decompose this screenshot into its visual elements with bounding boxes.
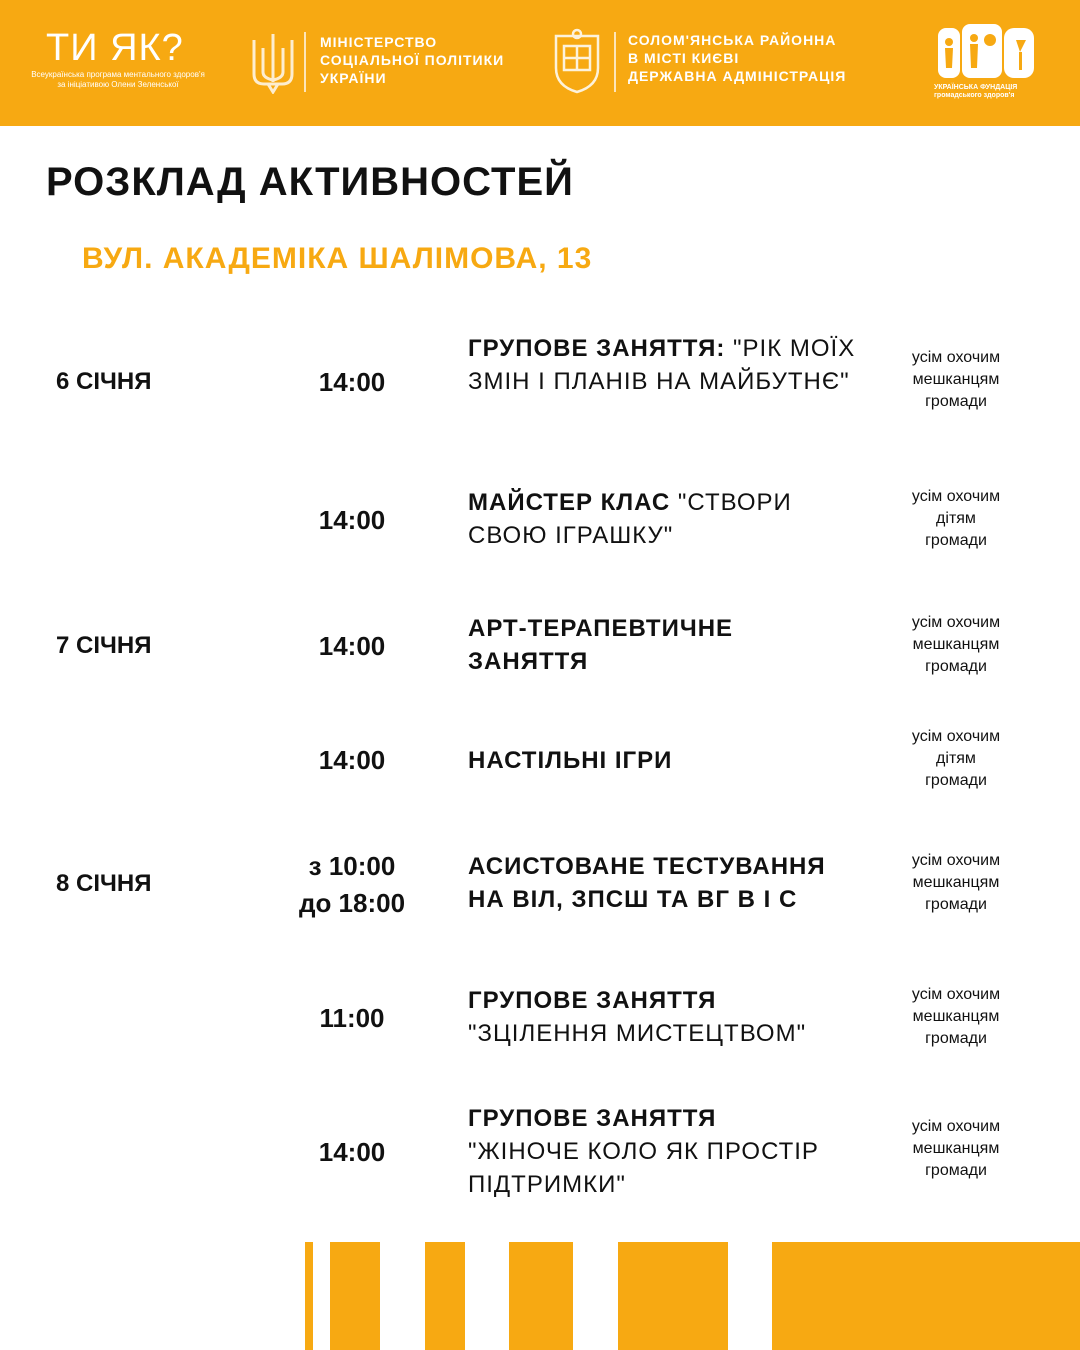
activity-type: ГРУПОВЕ ЗАНЯТТЯ: <box>468 335 726 362</box>
trident-emblem-icon <box>248 30 298 94</box>
decorative-stripe <box>772 1242 1080 1350</box>
schedule-audience: усім охочим дітям громади <box>911 488 1001 549</box>
tiyak-logo-subtitle: Всеукраїнська програма ментального здоров'я за ініціативою Олени Зеленської <box>31 70 205 89</box>
activity-title: "ЗЦІЛЕННЯ МИСТЕЦТВОМ" <box>468 1020 807 1047</box>
schedule-time: 14:00 <box>318 367 386 397</box>
schedule-activity <box>468 332 868 398</box>
schedule-date: 8 СІЧНЯ <box>56 870 152 897</box>
decorative-stripe <box>425 1242 465 1350</box>
activity-type: АРТ-ТЕРАПЕВТИЧНЕ ЗАНЯТТЯ <box>468 615 734 675</box>
schedule-activity <box>468 850 868 916</box>
divider <box>614 32 616 92</box>
ministry-name: МІНІСТЕРСТВО СОЦІАЛЬНОЇ ПОЛІТИКИ УКРАЇНИ <box>320 34 505 86</box>
schedule-time: 14:00 <box>318 505 386 535</box>
schedule-audience: усім охочим мешканцям громади <box>911 986 1001 1047</box>
address: ВУЛ. АКАДЕМІКА ШАЛІМОВА, 13 <box>82 242 593 275</box>
schedule-date: 6 СІЧНЯ <box>56 368 152 395</box>
activity-type: АСИСТОВАНЕ ТЕСТУВАННЯ НА ВІЛ, ЗПСШ ТА ВГ В І С <box>468 853 826 913</box>
public-health-fund-logo-icon <box>936 22 1036 84</box>
decorative-stripe <box>305 1242 313 1350</box>
activity-type: ГРУПОВЕ ЗАНЯТТЯ <box>468 1105 717 1132</box>
schedule-date: 7 СІЧНЯ <box>56 632 152 659</box>
schedule-time: 14:00 <box>318 1137 386 1167</box>
district-administration-name: СОЛОМ'ЯНСЬКА РАЙОННА В МІСТІ КИЄВІ ДЕРЖАВНА АДМІНІСТРАЦІЯ <box>628 32 847 84</box>
schedule-time: 11:00 <box>319 1003 385 1033</box>
schedule-audience: усім охочим мешканцям громади <box>911 1118 1001 1179</box>
schedule-activity <box>468 1102 858 1201</box>
district-crest-icon <box>546 28 608 96</box>
divider <box>304 32 306 92</box>
schedule-time: 14:00 <box>318 745 386 775</box>
schedule-time: 14:00 <box>318 631 386 661</box>
schedule-audience: усім охочим мешканцям громади <box>911 614 1001 675</box>
schedule-activity <box>468 984 848 1050</box>
activity-type: НАСТІЛЬНІ ІГРИ <box>468 747 673 774</box>
tiyak-logo-text: ТИ ЯК? <box>46 27 184 69</box>
activity-title: "ЖІНОЧЕ КОЛО ЯК ПРОСТІР ПІДТРИМКИ" <box>468 1138 819 1198</box>
schedule-activity <box>468 486 868 552</box>
schedule-audience: усім охочим дітям громади <box>911 728 1001 789</box>
public-health-fund-name: УКРАЇНСЬКА ФУНДАЦІЯ громадського здоров'я <box>934 84 1018 99</box>
activity-type: ГРУПОВЕ ЗАНЯТТЯ <box>468 987 717 1014</box>
schedule-activity <box>468 612 768 678</box>
page-title: РОЗКЛАД АКТИВНОСТЕЙ <box>46 160 574 204</box>
activity-type: МАЙСТЕР КЛАС <box>468 489 671 516</box>
header-bar <box>0 0 1080 126</box>
activity-title: "СТВОРИ СВОЮ ІГРАШКУ" <box>468 489 792 549</box>
schedule-audience: усім охочим мешканцям громади <box>911 852 1001 913</box>
activity-title: "РІК МОЇХ ЗМІН І ПЛАНІВ НА МАЙБУТНЄ" <box>468 335 856 395</box>
decorative-stripe <box>330 1242 380 1350</box>
decorative-stripe <box>618 1242 728 1350</box>
schedule-activity <box>468 744 868 777</box>
schedule-audience: усім охочим мешканцям громади <box>911 349 1001 410</box>
decorative-stripe <box>509 1242 573 1350</box>
schedule-time: з 10:00 до 18:00 <box>298 851 406 918</box>
